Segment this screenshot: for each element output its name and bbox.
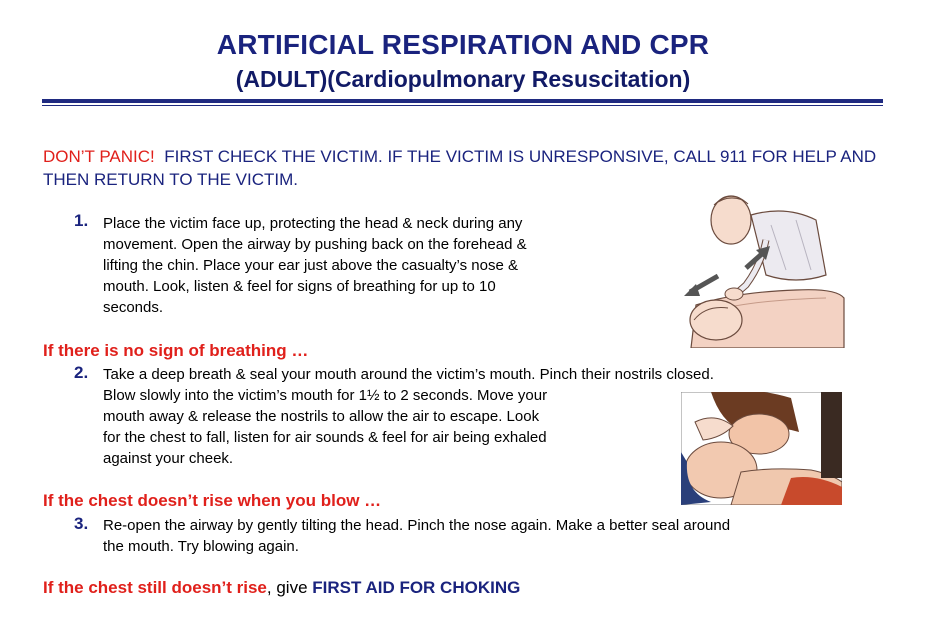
step-1-text [103,213,527,318]
first-aid-for-choking-link: FIRST AID FOR CHOKING [312,578,521,597]
title-rule-thick [42,99,883,103]
step-line: Take a deep breath & seal your mouth around the victim’s mouth. Pinch their nostrils closed. [103,366,714,383]
step-line: Blow slowly into the victim’s mouth for 1½ to 2 seconds. Move your [103,387,548,404]
final-instruction [43,578,520,598]
final-condition: If the chest still doesn’t rise [43,578,267,597]
page-title: ARTIFICIAL RESPIRATION AND CPR [216,29,710,60]
step-3-heading: If the chest doesn’t rise when you blow … [43,491,382,510]
step-line: seconds. [103,299,164,316]
step-line: Place the victim face up, protecting the head & neck during any [103,215,523,232]
intro-text: FIRST CHECK THE VICTIM. IF THE VICTIM IS UNRESPONSIVE, CALL 911 FOR HELP AND THEN RETURN TO THE VICTIM. [43,147,877,189]
step-line: against your cheek. [103,450,234,467]
page-subtitle: (ADULT)(Cardiopulmonary Resuscitation) [235,66,691,92]
title-rule-thin [42,105,883,106]
step-3-text [103,515,730,557]
step-line: mouth away & release the nostrils to allow the air to escape. Look [103,408,540,425]
step-3-number: 3. [74,514,89,533]
step-line: the mouth. Try blowing again. [103,538,299,555]
step-2-heading: If there is no sign of breathing … [43,341,309,360]
airway-check-illustration [676,180,846,348]
step-line: mouth. Look, listen & feel for signs of breathing for up to 10 [103,278,496,295]
intro-warning: DON’T PANIC! [43,147,155,166]
mouth-to-mouth-illustration [681,392,842,505]
final-middle: , give [266,578,313,597]
step-2-number: 2. [74,363,89,382]
step-line: lifting the chin. Place your ear just above the casualty’s nose & [103,257,518,274]
step-2-text [103,364,714,469]
step-line: for the chest to fall, listen for air sounds & feel for air being exhaled [103,429,547,446]
step-line: movement. Open the airway by pushing back on the forehead & [103,236,527,253]
step-1-number: 1. [74,211,89,230]
step-line: Re-open the airway by gently tilting the head. Pinch the nose again. Make a better seal around [103,517,731,534]
